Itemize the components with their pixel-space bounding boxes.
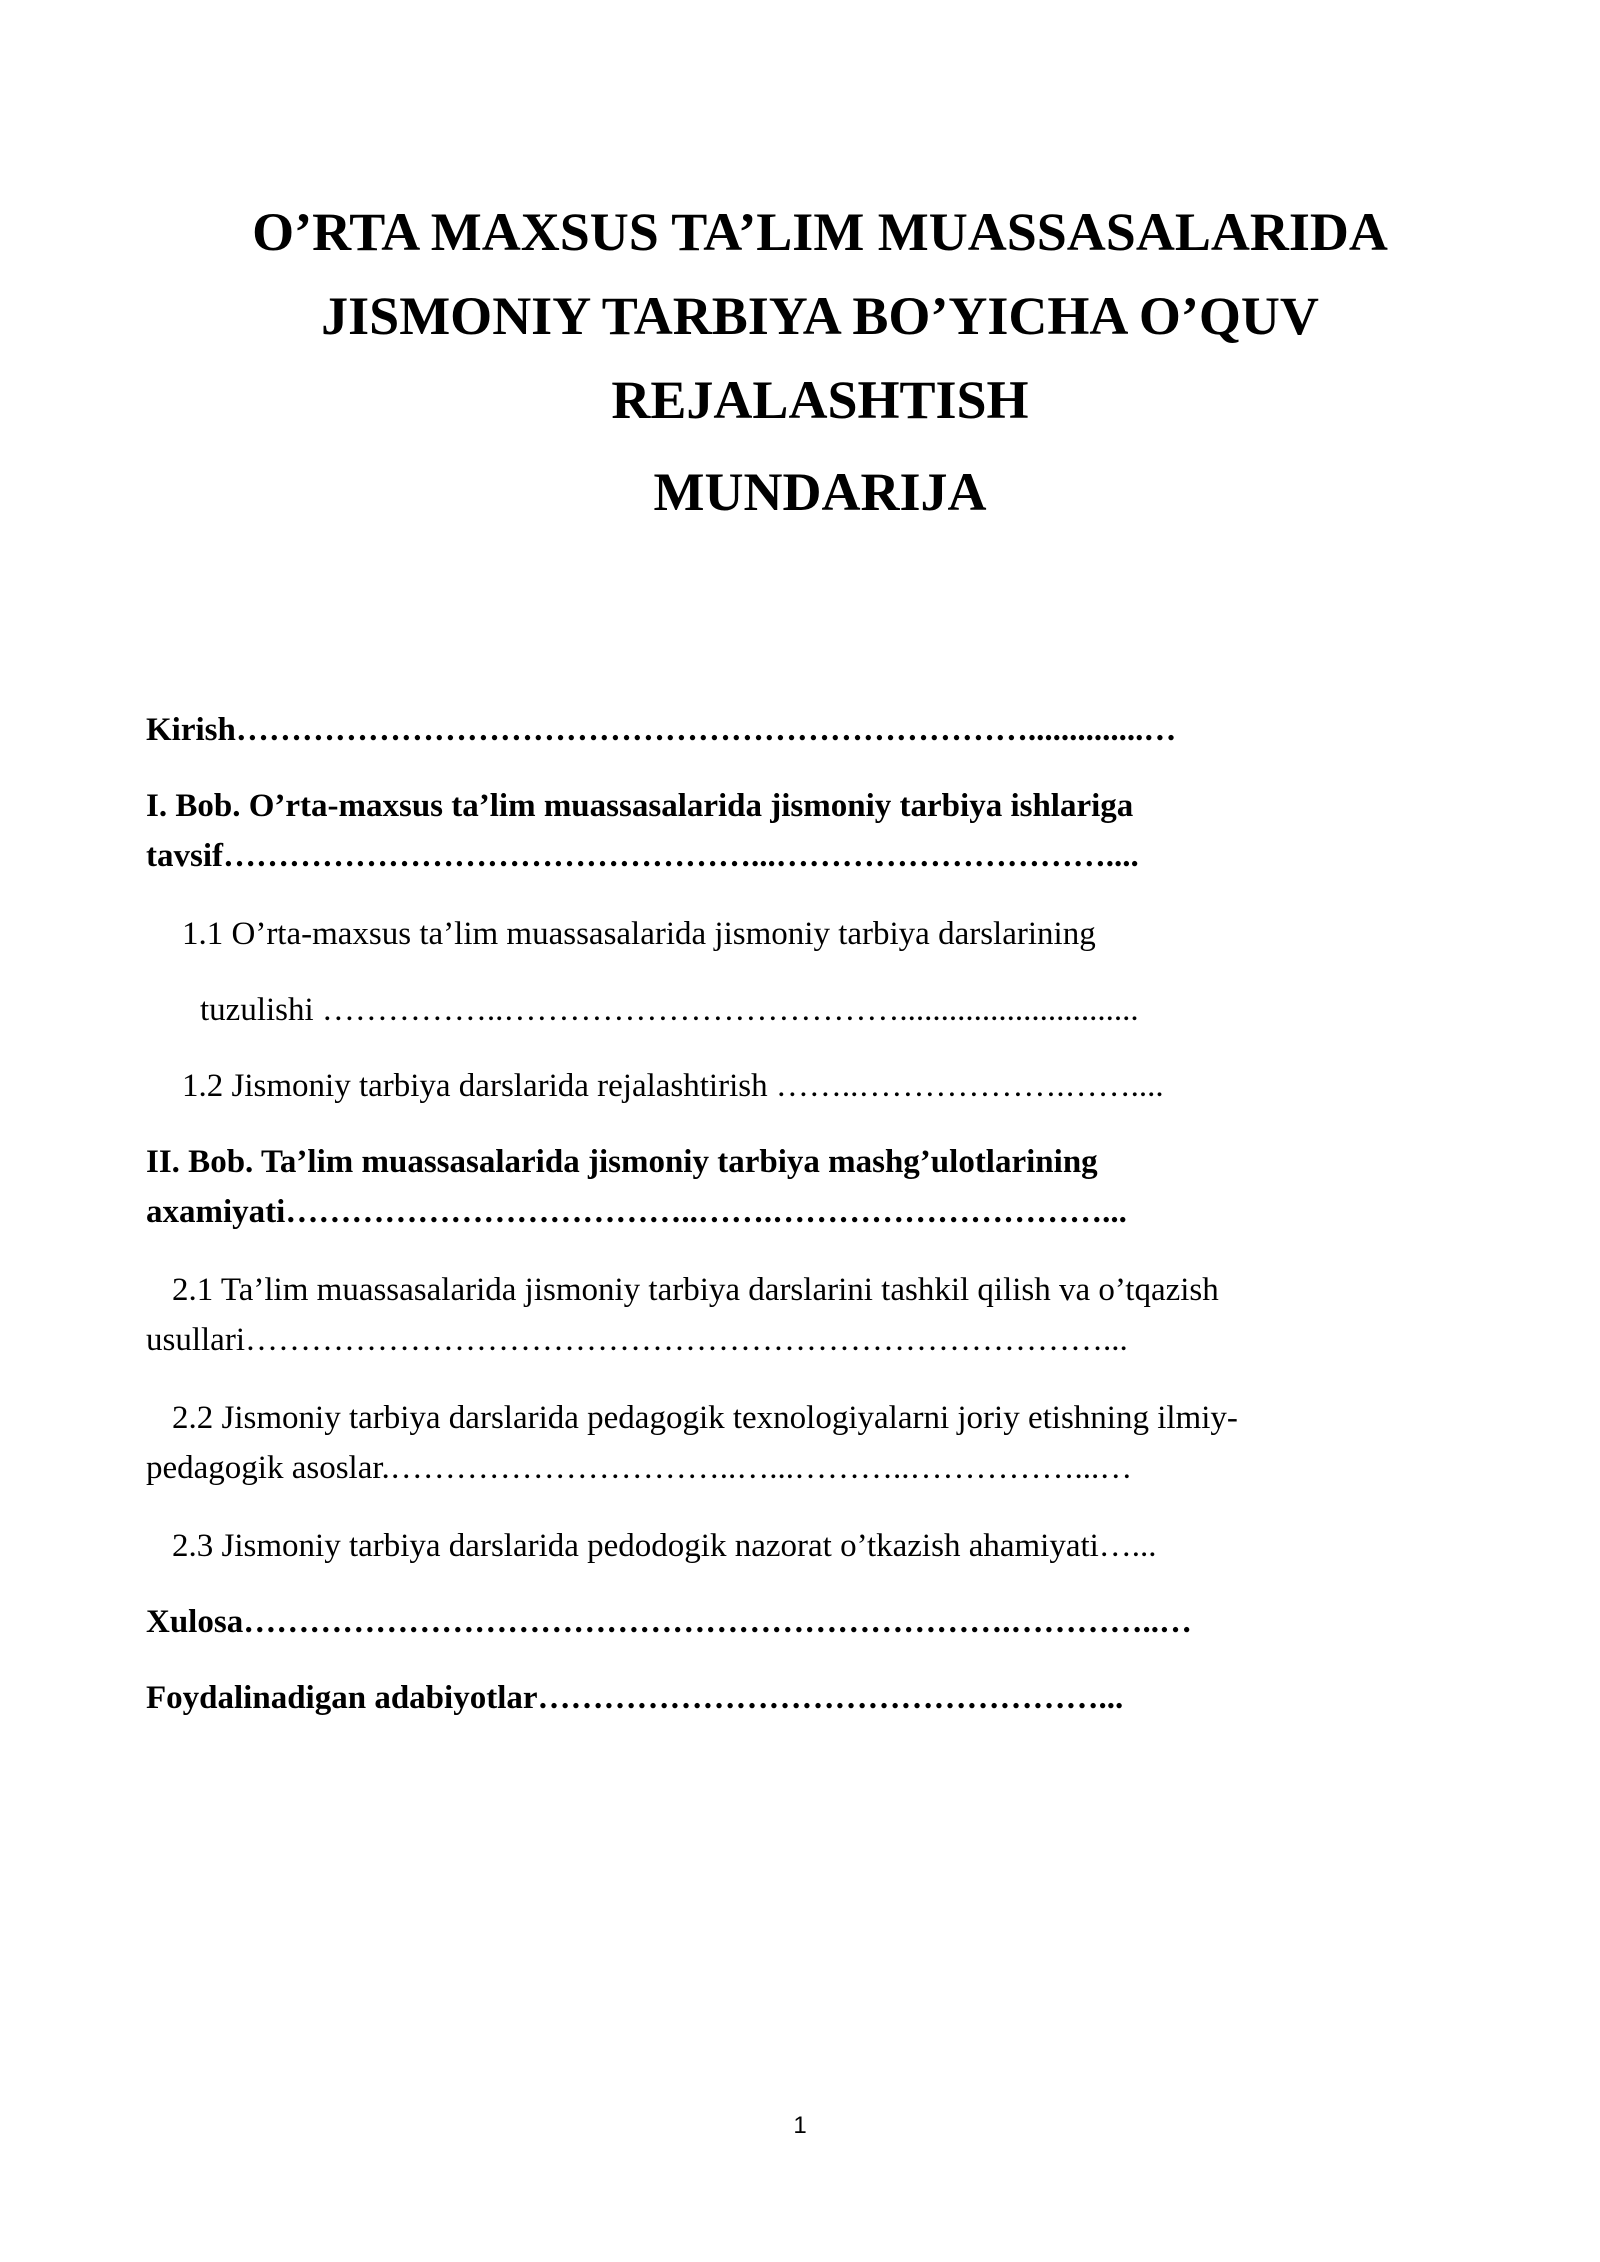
page-number: 1	[793, 2112, 807, 2139]
toc-entry-section-1-2: 1.2 Jismoniy tarbiya darslarida rejalashtirish ……..……………….……....	[182, 1068, 1164, 1104]
toc-entry-section-1-1-line-2: tuzulishi ……………..……………………………….............................	[200, 992, 1139, 1028]
toc-entry-section-2-1-line-2: usullari……………………………………………………………………...	[146, 1322, 1128, 1358]
toc-entry-references: Foydalinadigan adabiyotlar……………………………………………...	[146, 1680, 1124, 1716]
title-line-2: JISMONIY TARBIYA BO’YICHA O’QUV	[321, 286, 1319, 346]
contents-heading: MUNDARIJA	[653, 462, 987, 522]
toc-entry-chapter-2-line-2: axamiyati………………………………..…….…………………………...	[146, 1194, 1127, 1230]
toc-entry-section-2-1-line-1: 2.1 Ta’lim muassasalarida jismoniy tarbiya darslarini tashkil qilish va o’tqazish	[172, 1272, 1219, 1308]
toc-entry-section-2-3: 2.3 Jismoniy tarbiya darslarida pedodogik nazorat o’tkazish ahamiyati…...	[172, 1528, 1157, 1564]
toc-entry-section-2-2-line-2: pedagogik asoslar.…………………………..…...………..……………...…	[146, 1450, 1133, 1486]
toc-entry-chapter-1-line-2: tavsif…………………………………………...…………………………....	[146, 838, 1139, 874]
title-line-3: REJALASHTISH	[611, 370, 1029, 430]
toc-entry-chapter-2-line-1: II. Bob. Ta’lim muassasalarida jismoniy tarbiya mashg’ulotlarining	[146, 1144, 1098, 1180]
document-title	[100, 190, 1540, 442]
toc-entry-introduction: Kirish………………………………………………………………..............…	[146, 712, 1177, 748]
toc-entry-section-2-2-line-1: 2.2 Jismoniy tarbiya darslarida pedagogik texnologiyalarni joriy etishning ilmiy-	[172, 1400, 1238, 1436]
toc-entry-section-1-1-line-1: 1.1 O’rta-maxsus ta’lim muassasalarida jismoniy tarbiya darslarining	[182, 916, 1096, 952]
toc-entry-conclusion: Xulosa…………………………………………………………….…………..…	[146, 1604, 1192, 1640]
title-line-1: O’RTA MAXSUS TA’LIM MUASSASALARIDA	[252, 202, 1388, 262]
toc-entry-chapter-1-line-1: I. Bob. O’rta-maxsus ta’lim muassasalarida jismoniy tarbiya ishlariga	[146, 788, 1134, 824]
